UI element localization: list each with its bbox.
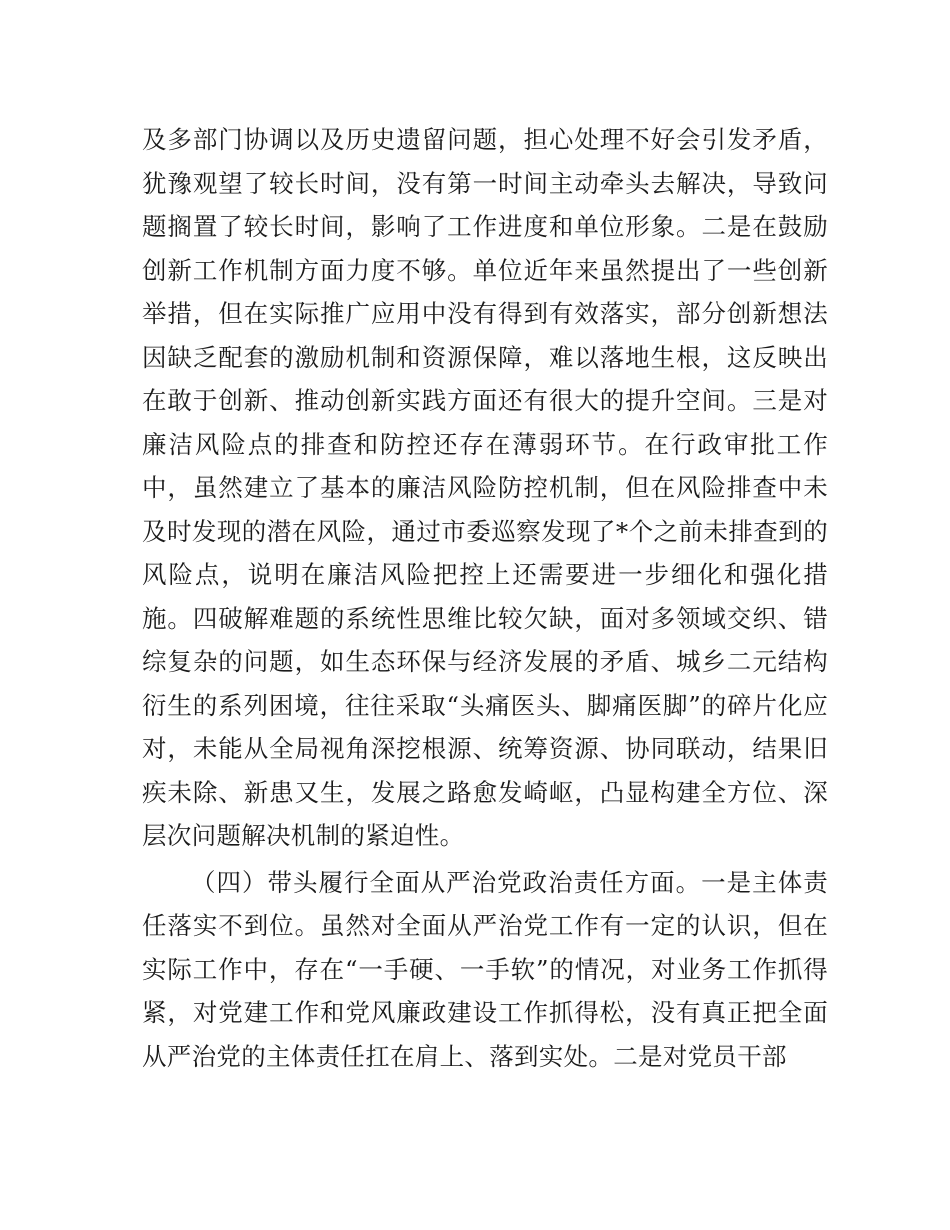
body-paragraph-section-four: （四）带头履行全面从严治党政治责任方面。一是主体责任落实不到位。虽然对全面从严治党工作有一定的认识，但在实际工作中，存在“一手硬、一手软”的情况，对业务工作抓得紧，对党建工作和党风廉政建设工作抓得松，没有真正把全面从严治党的主体责任扛在肩上、落到实处。二是对党员干部 [142, 867, 828, 1071]
body-paragraph-continuation: 及多部门协调以及历史遗留问题，担心处理不好会引发矛盾，犹豫观望了较长时间，没有第一时间主动牵头去解决，导致问题搁置了较长时间，影响了工作进度和单位形象。二是在鼓励创新工作机制方面力度不够。单位近年来虽然提出了一些创新举措，但在实际推广应用中没有得到有效落实，部分创新想法因缺乏配套的激励机制和资源保障，难以落地生根，这反映出在敢于创新、推动创新实践方面还有很大的提升空间。三是对廉洁风险点的排查和防控还存在薄弱环节。在行政审批工作中，虽然建立了基本的廉洁风险防控机制，但在风险排查中未及时发现的潜在风险，通过市委巡察发现了*个之前未排查到的风险点，说明在廉洁风险把控上还需要进一步细化和强化措施。四破解难题的系统性思维比较欠缺，面对多领域交织、错综复杂的问题，如生态环保与经济发展的矛盾、城乡二元结构衍生的系列困境，往往采取“头痛医头、脚痛医脚”的碎片化应对，未能从全局视角深挖根源、统筹资源、协同联动，结果旧疾未除、新患又生，发展之路愈发崎岖，凸显构建全方位、深层次问题解决机制的紧迫性。 [142, 125, 828, 850]
document-body [142, 118, 828, 1078]
